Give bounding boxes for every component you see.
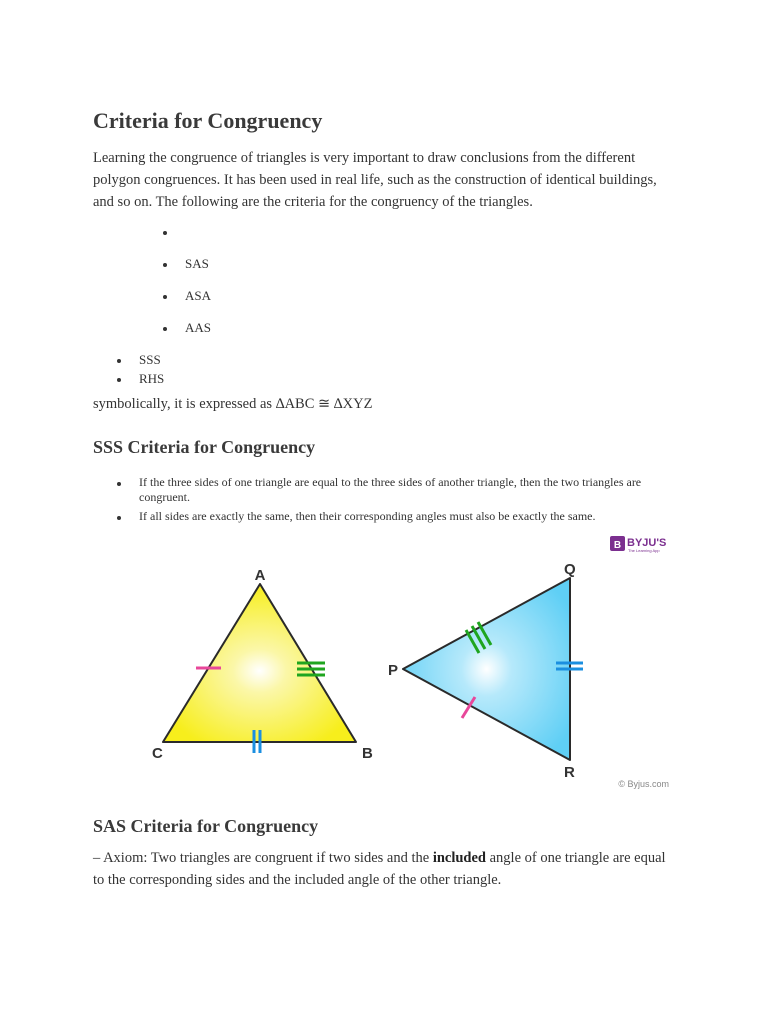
sas-paragraph [93,847,678,891]
triangle-abc [152,567,373,762]
list-item: If all sides are exactly the same, then their corresponding angles must also be exactly the same. [139,509,596,523]
sas-text-after: angle of one triangle are equal to the corresponding sides and the included angle of the other triangle. [93,850,666,888]
bullet-dot [163,295,167,299]
vertex-label-c: C [152,745,163,762]
bullet-dot [117,378,121,382]
list-item: If the three sides of one triangle are equal to the three sides of another triangle, then the two triangles are congruent. [139,475,642,504]
brand-tagline: The Learning App [628,548,660,553]
bullet-dot [117,482,121,486]
bullet-dot [117,359,121,363]
vertex-label-b: B [362,745,373,762]
svg-text:B: B [613,540,622,551]
intro-paragraph: Learning the congruence of triangles is very important to draw conclusions from the different polygon congruences. It has been used in real life, such as the construction of identical buildings, and so on. The following are the criteria for the congruency of the triangles. [93,150,657,210]
vertex-label-p: P [388,662,399,679]
list-item: RHS [139,371,165,386]
brand-name: BYJU'S [627,537,667,549]
bullet-dot [163,263,167,267]
triangle-pqr [388,561,583,781]
sss-figure [150,530,680,795]
page-title: Criteria for Congruency [93,108,323,133]
vertex-label-a: A [254,567,266,584]
byjus-logo [610,536,666,553]
list-item: AAS [185,320,212,335]
bullet-dot [163,231,167,235]
image-credit: © Byjus.com [618,779,669,789]
vertex-label-q: Q [564,561,576,578]
list-item: SAS [185,256,209,271]
list-item: ASA [185,288,212,303]
sas-heading: SAS Criteria for Congruency [93,816,319,836]
list-item: SSS [139,352,161,367]
vertex-label-r: R [564,764,575,781]
bullet-dot [163,327,167,331]
sas-text-before: – Axiom: Two triangles are congruent if two sides and the [93,850,433,866]
sas-text-bold: included [432,850,486,866]
sss-heading: SSS Criteria for Congruency [93,437,316,457]
bullet-dot [117,516,121,520]
symbolic-expression: symbolically, it is expressed as ∆ABC ≅ ∆XYZ [93,396,373,412]
